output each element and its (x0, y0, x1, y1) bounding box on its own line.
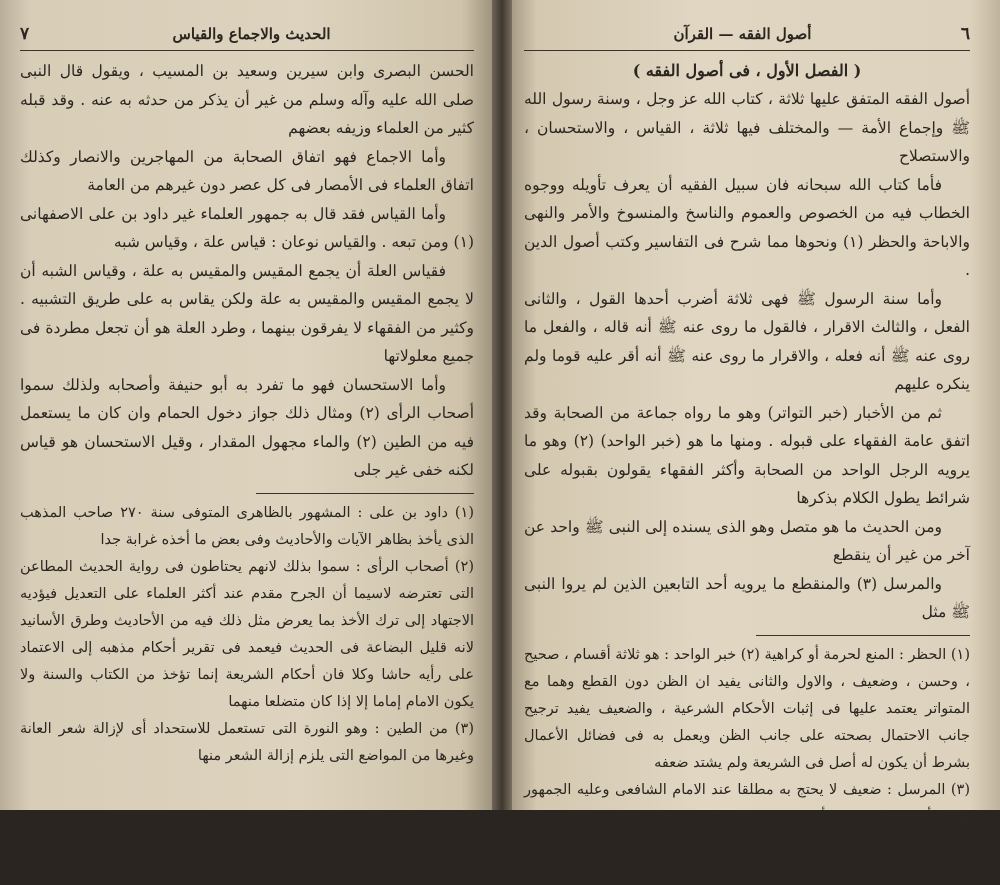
footnote: (٣) المرسل : ضعيف لا يحتج به مطلقا عند الامام الشافعى وعليه الجمهور واحتج أبو حنيفة ومالك وأحمد بن حنبل بمراسيل سعيد بن المسيب المتوفى سنة ٩٤ فقط لانها مسانيد حمية أبى هريرة لا بمراسيل غيره للجهل بالساقط فى إسناده (524, 781, 970, 879)
paragraph: فقياس العلة أن يجمع المقيس والمقيس به علة ، وقياس الشبه أن لا يجمع المقيس والمقيس به علة ولكن يقاس به على طريق التشبيه . وكثير من الفقهاء لا يفرقون بينهما ، وطرد العلة هو أن تجعل مطردة فى جميع معلولاتها (20, 261, 474, 365)
running-head (20, 22, 474, 46)
book-gutter (492, 0, 512, 810)
paragraph: ومن الحديث ما هو متصل وهو الذى يسنده إلى النبى ﷺ واحد عن آخر من غير أن ينقطع (524, 517, 970, 564)
footnotes (524, 642, 970, 885)
paragraph: وأما الاجماع فهو اتفاق الصحابة من المهاجرين والانصار وكذلك اتفاق العلماء فى الأمصار فى كل عصر دون غيرهم من العامة (20, 147, 474, 194)
footnote: (٣) من الطين : وهو النورة التى تستعمل للاستحداد أى لإزالة شعر العانة وغيرها من المواضع التى يلزم إزالة الشعر منها (20, 720, 474, 764)
paragraph: وأما الاستحسان فهو ما تفرد به أبو حنيفة وأصحابه ولذلك سموا أصحاب الرأى (٢) ومثال ذلك جواز دخول الحمام وان كان ما يستعمل فيه من الطين (٢) والماء مجهول المقدار ، وقيل الاستحسان هو قياس لكنه خفى غير جلى (20, 375, 475, 479)
footnote: (١) داود بن على : المشهور بالظاهرى المتوفى سنة ٢٧٠ صاحب المذهب الذى يأخذ بظاهر الآيات والأحاديث وفى بعض ما أخذه غرابة جدا (20, 504, 474, 548)
page-number: ٦ (960, 24, 970, 44)
footnote: (٢) أصحاب الرأى : سموا بذلك لانهم يحتاطون فى رواية الحديث المطاعن التى تعترضه لاسيما أن الجرح مقدم عند أكثر العلماء على التعديل فيؤديه الاجتهاد إلى ترك الأخذ بما يعرض مثل ذلك فيه من الأحاديث وطرق الأسانيد لانه قليل البضاعة فى الحديث فيعمد فى تقرير أحكام مذهبه إلى الاعتماد على رأيه حاشا وكلا فان أحكام الشريعة إنما تؤخذ من الكتاب والسنة ولا يكون الامام إماما إلا إذا كان متضلعا منهما (20, 558, 474, 710)
chapter-heading: ( الفصل الأول ، فى أصول الفقه ) (632, 61, 862, 80)
main-text (20, 57, 474, 485)
header-rule (20, 50, 474, 51)
left-page (0, 0, 502, 810)
main-text (524, 85, 970, 627)
paragraph: أصول الفقه المتفق عليها ثلاثة ، كتاب الله عز وجل ، وسنة رسول الله ﷺ وإجماع الأمة — والمختلف فيها ثلاثة ، القياس ، والاستحسان ، والاستصلاح (524, 90, 970, 165)
paragraph: فأما كتاب الله سبحانه فان سبيل الفقيه أن يعرف تأويله ووجوه الخطاب فيه من الخصوص والعموم والناسخ والمنسوخ والأمر والنهى والاباحة والحظر (١) ونحوها مما شرح فى التفاسير وكتب أصول الدين . (524, 175, 971, 279)
right-page (502, 0, 1000, 879)
footnotes (20, 500, 474, 770)
page-number: ٧ (20, 24, 30, 44)
paragraph: ثم من الأخبار (خبر التواتر) وهو ما رواه جماعة من الصحابة وقد اتفق عامة الفقهاء على قبوله . ومنها ما هو (خبر الواحد) (٢) وهو ما يرويه الرجل الواحد من الصحابة وأكثر الفقهاء يقولون بقبوله على شرائط يطول الكلام بذكرها (524, 403, 970, 507)
paragraph: وأما القياس فقد قال به جمهور العلماء غير داود بن على الاصفهانى (١) ومن تبعه . والقياس نوعان : قياس علة ، وقياس شبه (20, 204, 474, 251)
footnote: (١) الحظر : المنع لحرمة أو كراهية (٢) خبر الواحد : هو ثلاثة أقسام ، صحيح ، وحسن ، وضعيف ، والاول والثانى يفيد ان الظن دون القطع وهما مع المتواتر يعتمد عليها فى إثبات الأحكام الشرعية ، والضعيف يفيد ترجيح جانب الاحتمال بصحته على جانب الظن ويعمل به فى فضائل الأعمال بشرط أن يكون له أصل فى الشريعة ولم يشتد ضعفه (524, 646, 970, 771)
paragraph: الحسن البصرى وابن سيرين وسعيد بن المسيب ، ويقول قال النبى صلى الله عليه وآله وسلم من غير أن يذكر من حدثه به عنه . وقد قبله كثير من العلماء وزيفه بعضهم (20, 62, 474, 137)
header-rule (524, 50, 970, 51)
running-head (524, 22, 970, 46)
footnote-rule (256, 493, 474, 494)
running-title: أصول الفقه — القرآن (673, 25, 812, 43)
running-title: الحديث والاجماع والقياس (172, 25, 331, 43)
paragraph: وأما سنة الرسول ﷺ فهى ثلاثة أضرب أحدها القول ، والثانى الفعل ، والثالث الاقرار ، فالقول ما روى عنه ﷺ أنه قاله ، والفعل ما روى عنه ﷺ أنه فعله ، والاقرار ما روى عنه ﷺ أنه أقر عليه قوما ولم ينكره عليهم (524, 289, 970, 393)
paragraph: والمرسل (٣) والمنقطع ما يرويه أحد التابعين الذين لم يروا النبى ﷺ مثل (524, 574, 970, 621)
footnote-rule (756, 635, 970, 636)
